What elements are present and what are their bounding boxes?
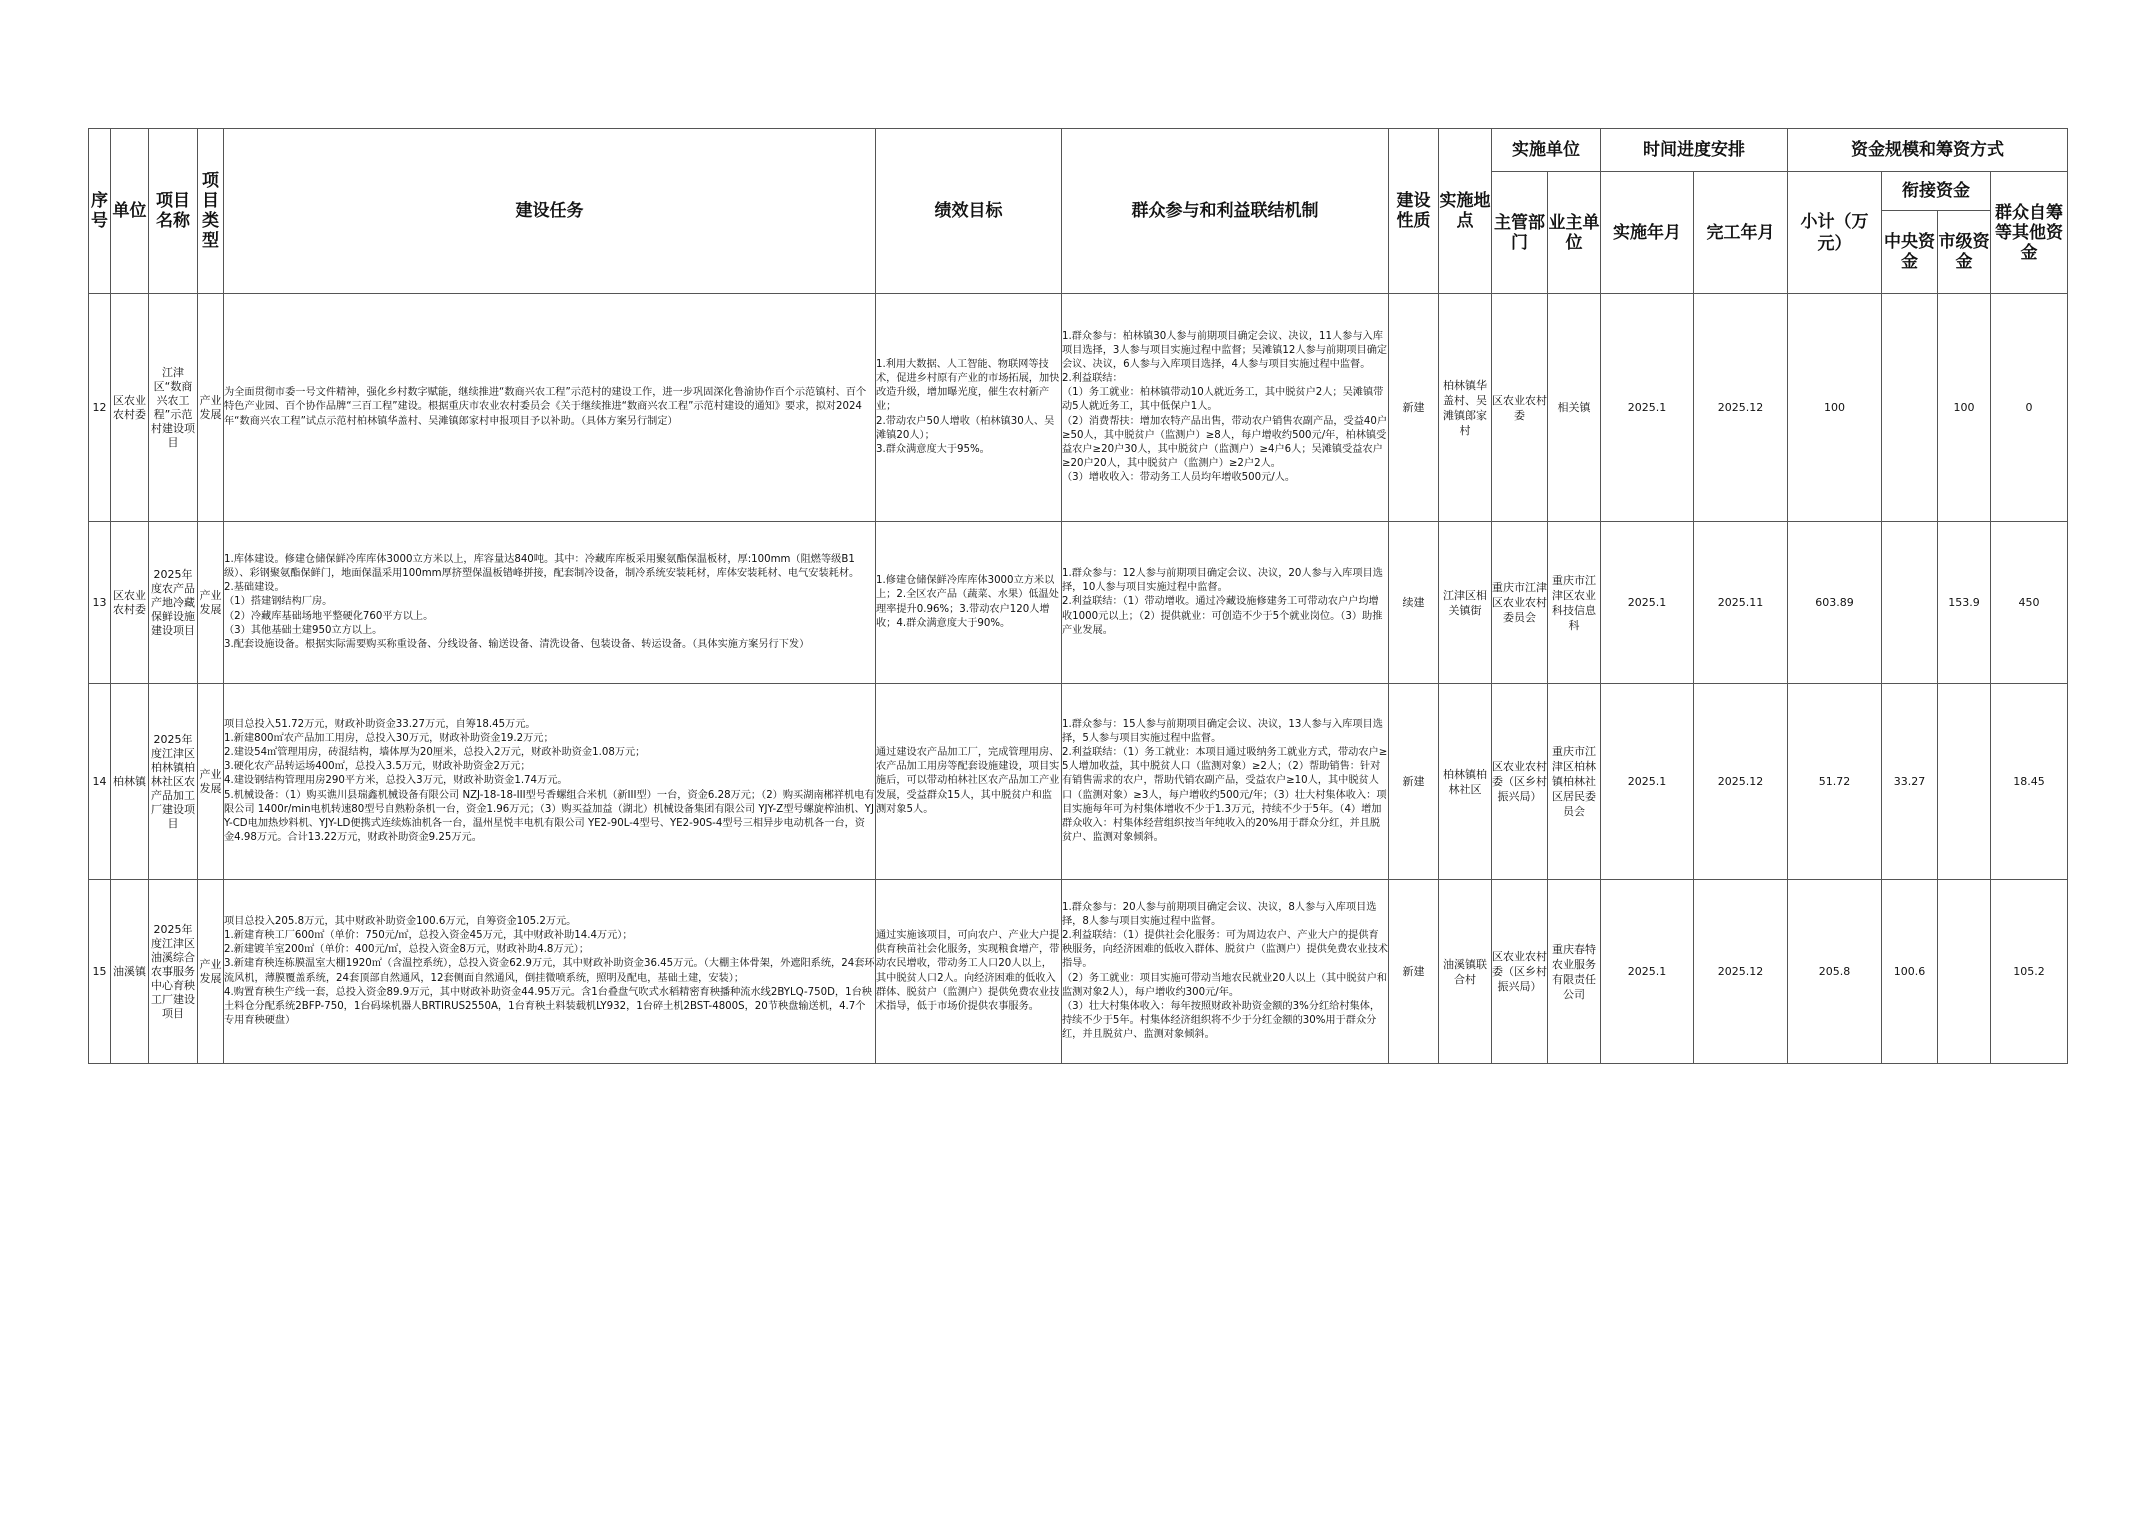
cell-supervisor: 重庆市江津区农业农村委员会 xyxy=(1492,522,1548,684)
cell-location: 江津区相关镇街 xyxy=(1439,522,1492,684)
cell-seq: 14 xyxy=(89,684,111,880)
cell-supervisor: 区农业农村委（区乡村振兴局） xyxy=(1492,684,1548,880)
cell-start: 2025.1 xyxy=(1601,880,1694,1064)
table-row xyxy=(89,294,2068,522)
cell-supervisor: 区农业农村委（区乡村振兴局） xyxy=(1492,880,1548,1064)
cell-seq: 12 xyxy=(89,294,111,522)
cell-project-name: 2025年度江津区油溪综合农事服务中心育秧工厂建设项目 xyxy=(149,880,198,1064)
cell-start: 2025.1 xyxy=(1601,522,1694,684)
cell-goal-text: 1.修建仓储保鲜冷库库体3000立方米以上；2.全区农产品（蔬菜、水果）低温处理率提升0.96%；3.带动农户120人增收；4.群众满意度大于90%。 xyxy=(876,575,1059,629)
cell-owner: 重庆市江津区农业科技信息科 xyxy=(1548,522,1601,684)
cell-municipal xyxy=(1938,684,1991,880)
cell-mechanism xyxy=(1062,294,1389,522)
table-row xyxy=(89,880,2068,1064)
cell-self-raised: 18.45 xyxy=(1991,684,2068,880)
header-construction-tasks: 建设任务 xyxy=(224,129,876,294)
cell-subtotal: 51.72 xyxy=(1788,684,1882,880)
cell-mechanism xyxy=(1062,880,1389,1064)
cell-seq: 15 xyxy=(89,880,111,1064)
cell-mechanism-text: 1.群众参与：15人参与前期项目确定会议、决议，13人参与入库项目选择，5人参与项目实施过程中监督。 2.利益联结：（1）务工就业：本项目通过吸纳务工就业方式，带动农户≥5人增加收益，其中脱贫人口（监测对象）≥2人；（2）帮助销售：针对有销售需求的农户，帮助代销农副产品，受益农户≥10人，其中脱贫人口（监测对象）≥3人，每户增收约500元/年；（3）壮大村集体收入：项目实施每年可为村集体增收不少于1.3万元，持续不少于5年。（4）增加群众收入：村集体经营组织按当年纯收入的20%用于群众分红，并且脱贫户、监测对象倾斜。 xyxy=(1062,719,1388,843)
cell-end: 2025.11 xyxy=(1694,522,1788,684)
cell-task-text: 项目总投入51.72万元，财政补助资金33.27万元，自筹18.45万元。 1.新建800㎡农产品加工用房，总投入30万元，财政补助资金19.2万元； 2.建设54㎡管理用房，砖混结构，墙体厚为20厘米，总投入2万元，财政补助资金1.08万元； 3.硬化农产品转运场400㎡，总投入3.5万元，财政补助资金2万元； 4.建设钢结构管理用房290平方米，总投入3万元，财政补助资金1.74万元。 5.机械设备：（1）购买谯川县瑞鑫机械设备有限公司 NZJ-18-18-III型号香螺组合米机（新III型）一台，资金6.28万元；（2）购买湖南郴祥机电有限公司 1400r/min电机转速80型号自熟粉条机一台，资金1.96万元；（3）购买益加益（湖北）机械设备集团有限公司 YJY-Z型号螺旋榨油机、YJY-CD电加热炒料机、YJY-LD便携式连续炼油机各一台，温州星悦丰电机有限公司 YE2-90L-4型号、YE2-90S-4型号三相异步电动机各一台，资金4.98万元。合计13.22万元，财政补助资金9.25万元。 xyxy=(224,719,875,843)
header-owner: 业主单位 xyxy=(1548,172,1601,294)
header-funding: 资金规模和筹资方式 xyxy=(1788,129,2068,172)
cell-goal xyxy=(876,880,1062,1064)
header-self-raised: 群众自筹等其他资金 xyxy=(1991,172,2068,294)
cell-location: 柏林镇华盖村、吴滩镇郎家村 xyxy=(1439,294,1492,522)
cell-task-text: 项目总投入205.8万元，其中财政补助资金100.6万元，自筹资金105.2万元。 1.新建育秧工厂600㎡（单价：750元/㎡，总投入资金45万元，其中财政补助14.4万元）； 2.新建镀羊室200㎡（单价：400元/㎡，总投入资金8万元，财政补助4.8万元）； 3.新建育秧连栋膜温室大棚1920㎡（含温控系统），总投入资金62.9万元，其中财政补助资金36.45万元。（大棚主体骨架，外遮阳系统，24套环流风机，薄膜覆盖系统，24套顶部自然通风，12套侧面自然通风，倒挂微喷系统，照明及配电，基础土建，安装）； 4.购置育秧生产线一套，总投入资金89.9万元，其中财政补助资金44.95万元。含1台叠盘气吹式水稻精密育秧播种流水线2BYLQ-750D，1台秧土料仓分配系统2BFP-750，1台码垛机器人BRTIRUS2550A，1台育秧土料装载机LY932，1台碎土机2BST-4800S，20节秧盘输送机，4.7个专用育秧硬盘） xyxy=(224,916,875,1026)
header-location: 实施地点 xyxy=(1439,129,1492,294)
cell-project-type: 产业发展 xyxy=(198,522,224,684)
cell-central xyxy=(1882,522,1938,684)
header-linked-funds: 衔接资金 xyxy=(1882,172,1991,211)
cell-task-text: 为全面贯彻市委一号文件精神，强化乡村数字赋能，继续推进“数商兴农工程”示范村的建设工作，进一步巩固深化鲁渝协作百个示范镇村、百个特色产业园、百个协作品牌“三百工程”建设。根据重庆市农业农村委员会《关于继续推进“数商兴农工程”示范村建设的通知》要求，拟对2024年“数商兴农工程”试点示范村柏林镇华盖村、吴滩镇郎家村申报项目予以补助。（具体方案另行制定） xyxy=(224,387,867,427)
cell-central xyxy=(1882,294,1938,522)
cell-central: 33.27 xyxy=(1882,684,1938,880)
cell-project-type: 产业发展 xyxy=(198,684,224,880)
cell-task xyxy=(224,522,876,684)
cell-goal xyxy=(876,294,1062,522)
cell-goal-text: 通过实施该项目，可向农户、产业大户提供育秧苗社会化服务，实现粮食增产，带动农民增收，带动务工人口20人以上，其中脱贫人口2人。向经济困难的低收入群体、脱贫户（监测户）提供免费农业技术指导，低于市场价提供农事服务。 xyxy=(876,930,1060,1012)
cell-self-raised: 105.2 xyxy=(1991,880,2068,1064)
cell-unit: 区农业农村委 xyxy=(111,294,149,522)
cell-nature: 新建 xyxy=(1389,684,1439,880)
cell-task xyxy=(224,880,876,1064)
cell-mechanism xyxy=(1062,684,1389,880)
project-table-sheet xyxy=(88,128,2067,1064)
header-nature: 建设性质 xyxy=(1389,129,1439,294)
cell-supervisor: 区农业农村委 xyxy=(1492,294,1548,522)
header-subtotal: 小计（万元） xyxy=(1788,172,1882,294)
header-municipal: 市级资金 xyxy=(1938,211,1991,294)
cell-unit: 柏林镇 xyxy=(111,684,149,880)
cell-owner: 重庆春特农业服务有限责任公司 xyxy=(1548,880,1601,1064)
cell-mechanism xyxy=(1062,522,1389,684)
cell-self-raised: 0 xyxy=(1991,294,2068,522)
cell-nature: 新建 xyxy=(1389,294,1439,522)
header-project-name: 项目名称 xyxy=(149,129,198,294)
cell-task xyxy=(224,294,876,522)
cell-end: 2025.12 xyxy=(1694,684,1788,880)
cell-municipal: 153.9 xyxy=(1938,522,1991,684)
cell-task-text: 1.库体建设。修建仓储保鲜冷库库体3000立方米以上，库容量达840吨。其中：冷藏库库板采用聚氨酯保温板材，厚:100mm（阻燃等级B1级）、彩钢聚氨酯保鲜门，地面保温采用100mm厚挤塑保温板错峰拼接，配套制冷设备，制冷系统安装耗材，库体安装耗材、电气安装耗材。 2.基础建设。 （1）搭建钢结构厂房。 （2）冷藏库基础场地平整硬化760平方以上。 （3）其他基础土建950立方以上。 3.配套设施设备。根据实际需要购买称重设备、分线设备、输送设备、清洗设备、包装设备、转运设备。（具体实施方案另行下发） xyxy=(224,554,860,650)
cell-owner: 相关镇 xyxy=(1548,294,1601,522)
header-impl-unit: 实施单位 xyxy=(1492,129,1601,172)
cell-start: 2025.1 xyxy=(1601,294,1694,522)
header-performance-goals: 绩效目标 xyxy=(876,129,1062,294)
cell-owner: 重庆市江津区柏林镇柏林社区居民委员会 xyxy=(1548,684,1601,880)
cell-goal xyxy=(876,684,1062,880)
cell-project-name: 江津区“数商兴农工程”示范村建设项目 xyxy=(149,294,198,522)
cell-project-type: 产业发展 xyxy=(198,294,224,522)
cell-location: 柏林镇柏林社区 xyxy=(1439,684,1492,880)
cell-mechanism-text: 1.群众参与：柏林镇30人参与前期项目确定会议、决议，11人参与入库项目选择，3人参与项目实施过程中监督；吴滩镇12人参与前期项目确定会议、决议，6人参与入库项目选择，4人参与项目实施过程中监督。 2.利益联结： （1）务工就业：柏林镇带动10人就近务工，其中脱贫户2人；吴滩镇带动5人就近务工，其中低保户1人。 （2）消费帮扶：增加农特产品出售，带动农户销售农副产品，受益40户≥50人，其中脱贫户（监测户）≥8人，每户增收约500元/年，柏林镇受益农户≥20户30人，其中脱贫户（监测户）≥4户6人；吴滩镇受益农户≥20户20人，其中脱贫户（监测户）≥2户2人。 （3）增收收入：带动务工人员均年增收500元/人。 xyxy=(1062,330,1388,483)
cell-mechanism-text: 1.群众参与：12人参与前期项目确定会议、决议，20人参与入库项目选择，10人参与项目实施过程中监督。 2.利益联结：（1）带动增收。通过冷藏设施修建务工可带动农户户均增收1000元以上；（2）提供就业：可创造不少于5个就业岗位。（3）助推产业发展。 xyxy=(1062,568,1383,636)
cell-subtotal: 100 xyxy=(1788,294,1882,522)
header-unit: 单位 xyxy=(111,129,149,294)
cell-mechanism-text: 1.群众参与：20人参与前期项目确定会议、决议，8人参与入库项目选择，8人参与项目实施过程中监督。 2.利益联结：（1）提供社会化服务：可为周边农户、产业大户的提供育秧服务，向经济困难的低收入群体、脱贫户（监测户）提供免费农业技术指导。 （2）务工就业：项目实施可带动当地农民就业20人以上（其中脱贫户和监测对象2人），每户增收约300元/年。 （3）壮大村集体收入：每年按照财政补助资金额的3%分红给村集体，持续不少于5年。村集体经济组织将不少于分红金额的30%用于群众分红，并且脱贫户、监测对象倾斜。 xyxy=(1062,902,1388,1040)
cell-subtotal: 603.89 xyxy=(1788,522,1882,684)
header-project-type: 项目类型 xyxy=(198,129,224,294)
cell-municipal: 100 xyxy=(1938,294,1991,522)
header-seq: 序号 xyxy=(89,129,111,294)
table-row xyxy=(89,522,2068,684)
header-supervisor: 主管部门 xyxy=(1492,172,1548,294)
cell-end: 2025.12 xyxy=(1694,294,1788,522)
cell-self-raised: 450 xyxy=(1991,522,2068,684)
header-start: 实施年月 xyxy=(1601,172,1694,294)
cell-nature: 新建 xyxy=(1389,880,1439,1064)
header-central: 中央资金 xyxy=(1882,211,1938,294)
cell-end: 2025.12 xyxy=(1694,880,1788,1064)
cell-seq: 13 xyxy=(89,522,111,684)
cell-project-type: 产业发展 xyxy=(198,880,224,1064)
header-end: 完工年月 xyxy=(1694,172,1788,294)
cell-task xyxy=(224,684,876,880)
cell-start: 2025.1 xyxy=(1601,684,1694,880)
cell-unit: 区农业农村委 xyxy=(111,522,149,684)
cell-central: 100.6 xyxy=(1882,880,1938,1064)
cell-goal-text: 通过建设农产品加工厂，完成管理用房、农产品加工用房等配套设施建设，项目实施后，可以带动柏林社区农产品加工产业发展，受益群众15人，其中脱贫户和监测对象5人。 xyxy=(876,747,1060,815)
cell-location: 油溪镇联合村 xyxy=(1439,880,1492,1064)
table-row xyxy=(89,684,2068,880)
cell-project-name: 2025年度江津区柏林镇柏林社区农产品加工厂建设项目 xyxy=(149,684,198,880)
cell-municipal xyxy=(1938,880,1991,1064)
cell-subtotal: 205.8 xyxy=(1788,880,1882,1064)
cell-unit: 油溪镇 xyxy=(111,880,149,1064)
header-participation: 群众参与和利益联结机制 xyxy=(1062,129,1389,294)
header-schedule: 时间进度安排 xyxy=(1601,129,1788,172)
project-table xyxy=(88,128,2068,1064)
cell-nature: 续建 xyxy=(1389,522,1439,684)
cell-goal xyxy=(876,522,1062,684)
cell-goal-text: 1.利用大数据、人工智能、物联网等技术，促进乡村原有产业的市场拓展，加快改造升级，增加曝光度，催生农村新产业； 2.带动农户50人增收（柏林镇30人、吴滩镇20人）； 3.群众满意度大于95%。 xyxy=(876,359,1060,455)
cell-project-name: 2025年度农产品产地冷藏保鲜设施建设项目 xyxy=(149,522,198,684)
